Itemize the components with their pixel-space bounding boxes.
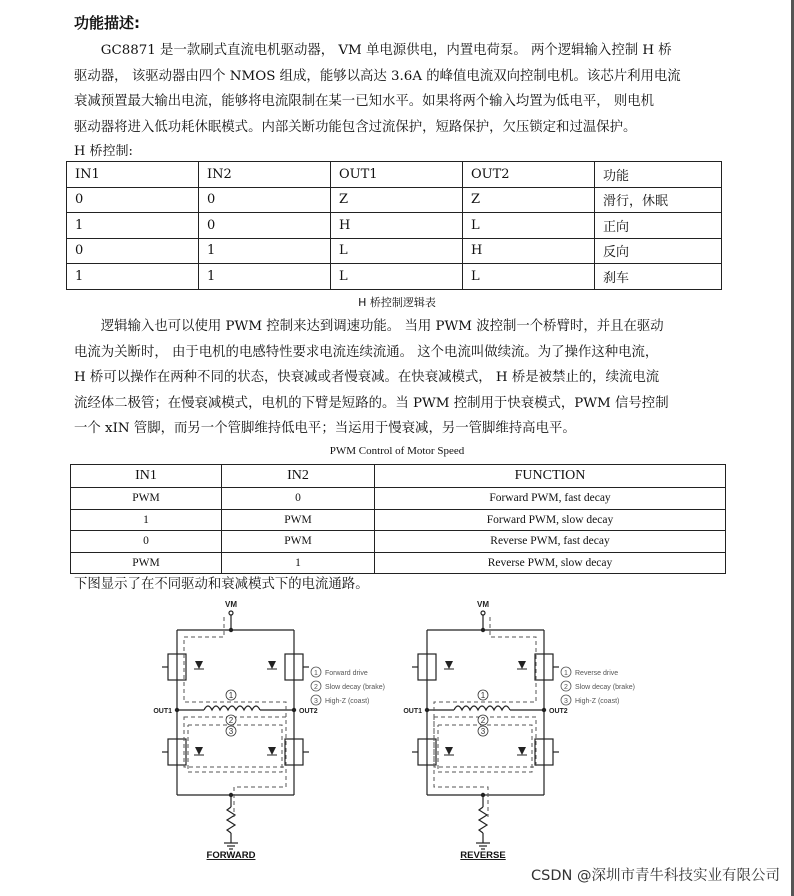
vm-label: VM xyxy=(477,600,489,609)
table-cell: L xyxy=(331,238,463,264)
table-cell: L xyxy=(463,264,595,290)
table-cell: 1 xyxy=(222,552,375,574)
path-marker-3: 3 xyxy=(228,727,234,736)
table-header-cell: OUT1 xyxy=(331,162,463,188)
table-row xyxy=(67,238,722,264)
table-row xyxy=(71,509,726,531)
table-row xyxy=(71,488,726,510)
table-cell: 0 xyxy=(71,531,222,553)
pwm-line: H 桥可以操作在两种不同的状态，快衰减或者慢衰减。在快衰减模式， H 桥是被禁止的，续流电流 xyxy=(74,370,660,386)
table-header-cell: IN1 xyxy=(71,465,222,488)
hbridge-table-caption: H 桥控制逻辑表 xyxy=(358,296,436,309)
table-row xyxy=(67,264,722,290)
intro-line: GC8871 是一款刷式直流电机驱动器， VM 单电源供电，内置电荷泵。 两个逻辑输入控制 H 桥 xyxy=(74,43,672,58)
table-cell: H xyxy=(331,213,463,239)
table-header-cell: OUT2 xyxy=(463,162,595,188)
intro-line: 驱动器， 该驱动器由四个 NMOS 组成，能够以高达 3.6A 的峰值电流双向控制电机。该芯片利用电流 xyxy=(74,68,681,84)
path-marker-1: 1 xyxy=(480,691,486,700)
table-cell: 1 xyxy=(199,238,331,264)
table-header-cell: IN2 xyxy=(199,162,331,188)
table-header-cell: IN1 xyxy=(67,162,199,188)
reverse-title: REVERSE xyxy=(460,850,506,861)
forward-title: FORWARD xyxy=(206,850,256,861)
table-cell: 0 xyxy=(199,213,331,239)
table-cell: 正向 xyxy=(595,213,722,239)
out2-label: OUT2 xyxy=(299,708,318,715)
table-row xyxy=(67,213,722,239)
table-cell: 1 xyxy=(71,509,222,531)
table-header-row xyxy=(71,465,726,488)
vm-label: VM xyxy=(225,600,237,609)
table-row xyxy=(71,552,726,574)
table-cell: PWM xyxy=(71,488,222,510)
legend-marker: 2 xyxy=(314,684,318,691)
table-cell: Forward PWM, fast decay xyxy=(375,488,726,510)
table-cell: 0 xyxy=(67,187,199,213)
table-row xyxy=(67,187,722,213)
legend-marker: 3 xyxy=(314,698,318,705)
path-marker-1: 1 xyxy=(228,691,234,700)
table-header-cell: FUNCTION xyxy=(375,465,726,488)
table-cell: Reverse PWM, fast decay xyxy=(375,531,726,553)
table-header-cell: IN2 xyxy=(222,465,375,488)
table-cell: PWM xyxy=(222,509,375,531)
table-cell: 0 xyxy=(199,187,331,213)
path-marker-3: 3 xyxy=(480,727,486,736)
table-cell: Z xyxy=(463,187,595,213)
table-cell: L xyxy=(463,213,595,239)
out2-label: OUT2 xyxy=(549,708,568,715)
pwm-line: 逻辑输入也可以使用 PWM 控制来达到调速功能。 当用 PWM 波控制一个桥臂时，并且在驱动 xyxy=(74,319,664,334)
pwm-line: 电流为关断时， 由于电机的电感特性要求电流连续流通。 这个电流叫做续流。为了操作这种电流， xyxy=(74,344,659,360)
pwm-line: 一个 xIN 管脚，而另一个管脚维持低电平；当运用于慢衰减，另一管脚维持高电平。 xyxy=(74,421,576,437)
out1-label: OUT1 xyxy=(153,708,172,715)
intro-line: 驱动器将进入低功耗休眠模式。内部关断功能包含过流保护，短路保护，欠压锁定和过温保护。 xyxy=(74,119,637,135)
pwm-table xyxy=(70,464,726,574)
legend-item: Slow decay (brake) xyxy=(325,684,385,691)
legend-marker: 2 xyxy=(564,684,568,691)
figure-intro: 下图显示了在不同驱动和衰减模式下的电流通路。 xyxy=(74,577,369,592)
pwm-line: 流经体二极管；在慢衰减模式，电机的下臂是短路的。当 PWM 控制用于快衰模式，PWM 信号控制 xyxy=(74,395,669,411)
table-cell: 1 xyxy=(67,213,199,239)
table-cell: 1 xyxy=(67,264,199,290)
intro-paragraph xyxy=(74,38,724,140)
legend-marker: 1 xyxy=(564,670,568,677)
pwm-table-caption: PWM Control of Motor Speed xyxy=(329,445,465,457)
legend-item: High-Z (coast) xyxy=(325,698,370,705)
table-cell: L xyxy=(331,264,463,290)
table-cell: PWM xyxy=(71,552,222,574)
reverse-hbridge-diagram xyxy=(394,597,734,867)
table-cell: 滑行，休眠 xyxy=(595,187,722,213)
legend-marker: 3 xyxy=(564,698,568,705)
legend-item: Forward drive xyxy=(325,670,368,677)
table-cell: 刹车 xyxy=(595,264,722,290)
table-cell: Reverse PWM, slow decay xyxy=(375,552,726,574)
table-header-cell: 功能 xyxy=(595,162,722,188)
pwm-paragraph xyxy=(74,314,724,442)
legend-item: Reverse drive xyxy=(575,670,619,677)
legend-item: Slow decay (brake) xyxy=(575,684,635,691)
table-cell: PWM xyxy=(222,531,375,553)
csdn-watermark: CSDN @深圳市青牛科技实业有限公司 xyxy=(531,868,780,884)
path-marker-2: 2 xyxy=(228,716,234,725)
out1-label: OUT1 xyxy=(403,708,422,715)
intro-line: 衰减预置最大输出电流，能够将电流限制在某一已知水平。如果将两个输入均置为低电平， 则电机 xyxy=(74,94,655,110)
table-cell: 反向 xyxy=(595,238,722,264)
section-title: 功能描述: xyxy=(74,14,140,32)
table-header-row xyxy=(67,162,722,188)
table-cell: 0 xyxy=(222,488,375,510)
legend-item: High-Z (coast) xyxy=(575,698,620,705)
table-cell: 0 xyxy=(67,238,199,264)
path-marker-2: 2 xyxy=(480,716,486,725)
table-cell: Forward PWM, slow decay xyxy=(375,509,726,531)
hbridge-label: H 桥控制: xyxy=(74,144,133,159)
table-cell: 1 xyxy=(199,264,331,290)
table-cell: H xyxy=(463,238,595,264)
table-row xyxy=(71,531,726,553)
hbridge-table xyxy=(66,161,722,290)
legend-marker: 1 xyxy=(314,670,318,677)
table-cell: Z xyxy=(331,187,463,213)
